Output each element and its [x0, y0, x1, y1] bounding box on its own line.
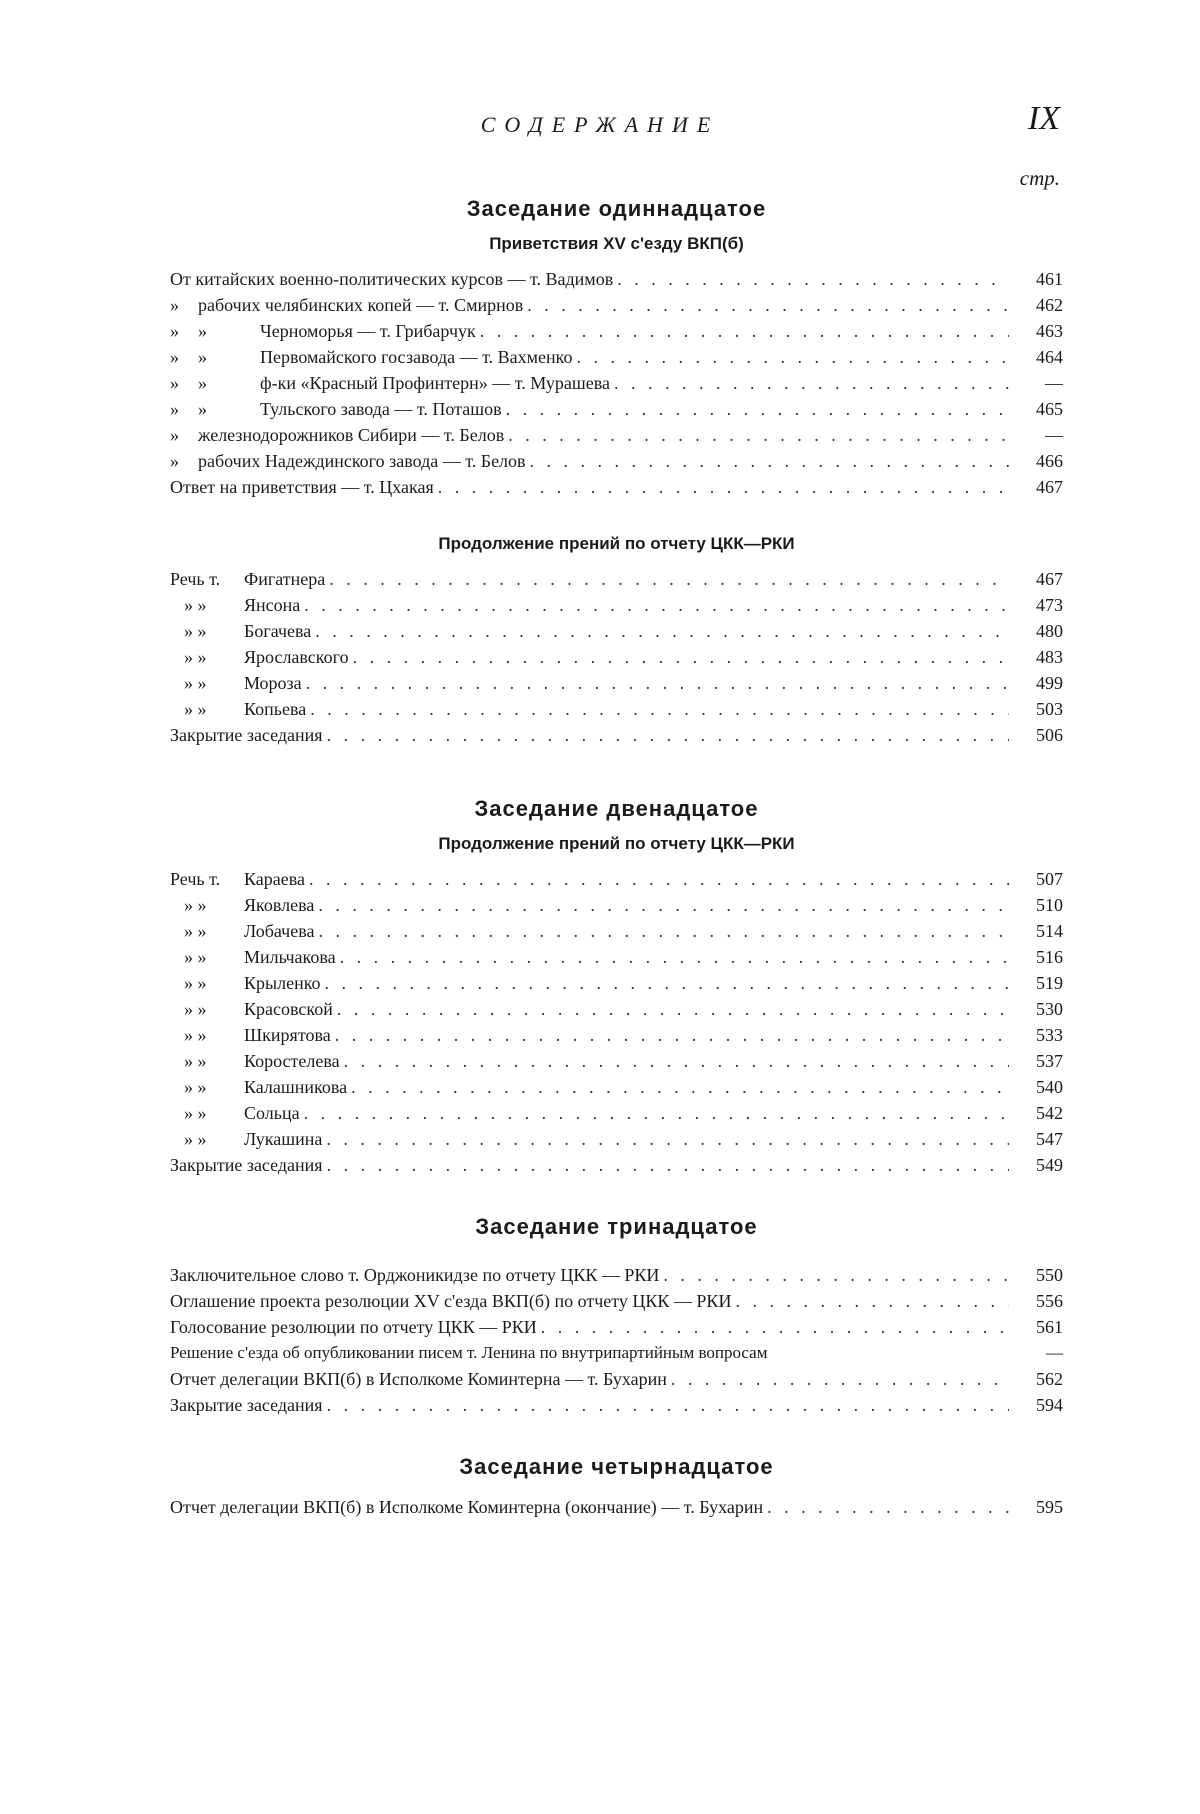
entry-page: 464 [1036, 347, 1063, 367]
toc-entry[interactable]: Отчет делегации ВКП(б) в Исполкоме Коминтерна — т. Бухарин . . . 562 [170, 1366, 1063, 1392]
toc-entry[interactable]: » » Первомайского госзавода — т. Вахменко . . . 464 [170, 344, 1063, 370]
toc-entry[interactable]: » » Ярославского . . . 483 [170, 644, 1063, 670]
toc-entry[interactable]: » » Копьева . . . 503 [170, 696, 1063, 722]
entry-page: 562 [1036, 1369, 1063, 1389]
toc-entry[interactable]: » рабочих Надеждинского завода — т. Белов . . . 466 [170, 448, 1063, 474]
toc-entry[interactable]: Отчет делегации ВКП(б) в Исполкоме Коминтерна (окончание) — т. Бухарин . . . 595 [170, 1494, 1063, 1520]
page-column-label: стр. [1019, 166, 1060, 190]
toc-entry[interactable]: Решение с'езда об опубликовании писем т. Ленина по внутрипартийным вопросам — [170, 1340, 1063, 1366]
entry-page: 507 [1036, 869, 1063, 889]
entry-page: 506 [1036, 725, 1063, 745]
toc-entry[interactable]: » » Коростелева . . . 537 [170, 1048, 1063, 1074]
entry-page: 510 [1036, 895, 1063, 915]
toc-entry[interactable]: Закрытие заседания . . . 549 [170, 1152, 1063, 1178]
page-number: IX [1027, 100, 1060, 137]
entry-page: 503 [1036, 699, 1063, 719]
toc-entry[interactable]: Закрытие заседания . . . 506 [170, 722, 1063, 748]
entry-page: 467 [1036, 569, 1063, 589]
entry-page: 533 [1036, 1025, 1063, 1045]
toc-entry[interactable]: » » Сольца . . . 542 [170, 1100, 1063, 1126]
toc-entry[interactable]: » » Лукашина . . . 547 [170, 1126, 1063, 1152]
toc-entry[interactable]: » » Черноморья — т. Грибарчук . . . 463 [170, 318, 1063, 344]
entry-page: — [1045, 425, 1063, 445]
entry-page: 514 [1036, 921, 1063, 941]
toc-entry[interactable]: » » Тульского завода — т. Поташов . . . 465 [170, 396, 1063, 422]
toc-entry[interactable]: » » Калашникова . . . 540 [170, 1074, 1063, 1100]
toc-entry[interactable]: Оглашение проекта резолюции XV с'езда ВКП(б) по отчету ЦКК — РКИ . . . 556 [170, 1288, 1063, 1314]
subsection-title: Продолжение прений по отчету ЦКК—РКИ [438, 534, 795, 553]
toc-entry[interactable]: Закрытие заседания . . . 594 [170, 1392, 1063, 1418]
section-title: Заседание четырнадцатое [459, 1454, 774, 1479]
toc-entry[interactable]: » » ф-ки «Красный Профинтерн» — т. Мурашева . . . — [170, 370, 1063, 396]
entry-page: 594 [1036, 1395, 1063, 1415]
entry-page: 467 [1036, 477, 1063, 497]
toc-entry[interactable]: От китайских военно-политических курсов — т. Вадимов . . . 461 [170, 266, 1063, 292]
subsection-title: Приветствия XV с'езду ВКП(б) [489, 234, 744, 253]
running-title: СОДЕРЖАНИЕ [480, 112, 720, 137]
toc-entry[interactable]: Голосование резолюции по отчету ЦКК — РКИ . . . 561 [170, 1314, 1063, 1340]
entry-page: 461 [1036, 269, 1063, 289]
entry-page: 549 [1036, 1155, 1063, 1175]
toc-entry[interactable]: » рабочих челябинских копей — т. Смирнов . . . 462 [170, 292, 1063, 318]
entry-page: 537 [1036, 1051, 1063, 1071]
toc-entry[interactable]: Речь т. Караева . . . 507 [170, 866, 1063, 892]
entry-page: 466 [1036, 451, 1063, 471]
toc-entry[interactable]: Речь т. Фигатнера . . . 467 [170, 566, 1063, 592]
entry-page: 465 [1036, 399, 1063, 419]
table-of-contents [170, 196, 1063, 1520]
section-title: Заседание тринадцатое [475, 1214, 758, 1239]
entry-page: 530 [1036, 999, 1063, 1019]
toc-entry[interactable]: Заключительное слово т. Орджоникидзе по отчету ЦКК — РКИ . . . 550 [170, 1262, 1063, 1288]
section-title: Заседание одиннадцатое [466, 196, 767, 221]
entry-page: 480 [1036, 621, 1063, 641]
entry-page: 547 [1036, 1129, 1063, 1149]
entry-page: 556 [1036, 1291, 1063, 1311]
entry-page: 462 [1036, 295, 1063, 315]
entry-page: 542 [1036, 1103, 1063, 1123]
toc-entry[interactable]: » » Красовской . . . 530 [170, 996, 1063, 1022]
toc-entry[interactable]: » » Богачева . . . 480 [170, 618, 1063, 644]
entry-page: 540 [1036, 1077, 1063, 1097]
toc-entry[interactable]: » » Шкирятова . . . 533 [170, 1022, 1063, 1048]
entry-page: 499 [1036, 673, 1063, 693]
entry-page: — [1045, 373, 1063, 393]
entry-page: 519 [1036, 973, 1063, 993]
toc-entry[interactable]: » » Мильчакова . . . 516 [170, 944, 1063, 970]
entry-page: 463 [1036, 321, 1063, 341]
entry-page: 516 [1036, 947, 1063, 967]
subsection-title: Продолжение прений по отчету ЦКК—РКИ [438, 834, 795, 853]
entry-page: 483 [1036, 647, 1063, 667]
toc-entry[interactable]: » » Янсона . . . 473 [170, 592, 1063, 618]
section-title: Заседание двенадцатое [474, 796, 759, 821]
entry-page: 595 [1036, 1497, 1063, 1517]
entry-page: — [1046, 1343, 1063, 1362]
toc-entry[interactable]: » » Яковлева . . . 510 [170, 892, 1063, 918]
toc-entry[interactable]: » » Крыленко . . . 519 [170, 970, 1063, 996]
toc-entry[interactable]: Ответ на приветствия — т. Цхакая . . . 467 [170, 474, 1063, 500]
entry-page: 473 [1036, 595, 1063, 615]
entry-page: 550 [1036, 1265, 1063, 1285]
entry-page: 561 [1036, 1317, 1063, 1337]
toc-entry[interactable]: » железнодорожников Сибири — т. Белов . . . — [170, 422, 1063, 448]
toc-entry[interactable]: » » Лобачева . . . 514 [170, 918, 1063, 944]
toc-entry[interactable]: » » Мороза . . . 499 [170, 670, 1063, 696]
